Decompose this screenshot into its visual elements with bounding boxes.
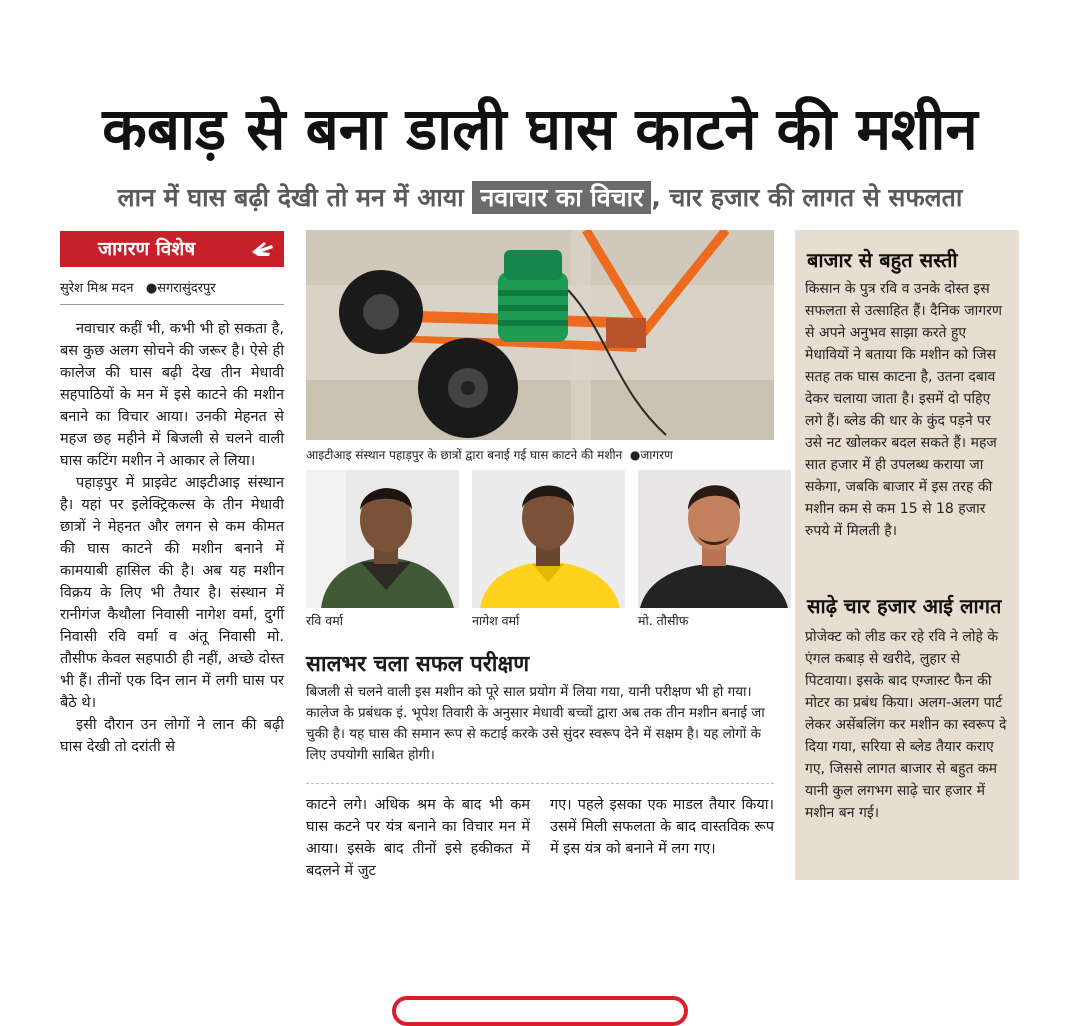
jagran-vishesh-badge (60, 231, 284, 267)
portrait-ravi-verma (306, 470, 459, 608)
left-paragraph-3: इसी दौरान उन लोगों ने लान की बढ़ी घास देखी तो दरांती से (60, 717, 284, 755)
left-paragraph-1: नवाचार कहीं भी, कभी भी हो सकता है, बस कुछ अलग सोचने की जरूर है। ऐसे ही कालेज की घास बढ़ी देख तीन मेधावी सहपाठियों के मन में इसे काटने की मशीन बनाने का विचार आया। उनकी मेहनत से महज छह महीने में बिजली से चलने वाली घास कटिंग मशीन ने आकार ले लिया। (60, 321, 284, 469)
badge-label: जागरण विशेष (98, 238, 196, 260)
middle-paragraph-1: काटने लगे। अधिक श्रम के बाद भी कम घास कटने पर यंत्र बनाने का विचार मन में आया। इसके बाद तीनों इसे हकीकत में बदलने में जुट (306, 797, 530, 879)
portrait-mo-tauseef (638, 470, 791, 608)
sidebar-body-1: किसान के पुत्र रवि व उनके दोस्त इस सफलता से उत्साहित हैं। दैनिक जागरण से अपने अनुभव साझा करते हुए मेधावियों ने बताया कि मशीन को जिस सतह तक घास काटना है, उतना दबाव देकर चलाया जाता है। इसमें दो पहिए लगे हैं। ब्लेड की धार के कुंद पड़ने पर उसे नट खोलकर बदल सकते हैं। महज सात हजार में ही उपलब्ध कराया जा सकेगा, जबकि बाजार में इस तरह की मशीन कम से कम 15 से 18 हजार रुपये में मिलती है। (805, 281, 1002, 539)
middle-column-1 (306, 794, 530, 882)
headline: कबाड़ से बना डाली घास काटने की मशीन (102, 95, 978, 163)
pointing-hand-icon (250, 236, 276, 262)
sidebar-heading-2: साढ़े चार हजार आई लागत (807, 594, 1002, 618)
subheadline-tail: , चार हजार की लागत से सफलता (651, 183, 963, 212)
middle-column-2 (550, 794, 774, 860)
sidebar-heading-1: बाजार से बहुत सस्ती (807, 248, 958, 272)
subheadline (30, 176, 1050, 220)
byline-location: ●सगरासुंदरपुर (145, 281, 216, 296)
byline (60, 278, 284, 305)
byline-author: सुरेश मिश्र मदन (60, 281, 134, 296)
subheadline-lead: लान में घास बढ़ी देखी तो मन में आया (117, 183, 464, 212)
subheadline-highlight: नवाचार का विचार (472, 181, 651, 214)
sidebar-box (795, 230, 1019, 880)
grass-cutter-machine-photo (306, 230, 774, 440)
photo-caption-text: आइटीआइ संस्थान पहाड़पुर के छात्रों द्वारा बनाई गई घास काटने की मशीन (306, 448, 623, 462)
middle-paragraph-2: गए। पहले इसका एक माडल तैयार किया। उसमें मिली सफलता के बाद वास्तविक रूप में इस यंत्र को बनाने में लग गए। (550, 797, 774, 857)
left-article-column (60, 318, 284, 758)
portrait-nagesh-verma (472, 470, 625, 608)
left-paragraph-2: पहाड़पुर में प्राइवेट आइटीआइ संस्थान है। यहां पर इलेक्ट्रिकल्स के तीन मेधावी छात्रों ने मेहनत और लगन से कम कीमत की घास काटने की मशीन बनाने में कामयाबी हासिल की है। अब यह मशीन विक्रय के लिए भी तैयार है। संस्थान में रानीगंज कैथौला निवासी नागेश वर्मा, दुर्गी निवासी रवि वर्मा व अंतू निवासी मो. तौसीफ केवल सहपाठी ही नहीं, अच्छे दोस्त भी हैं। तीनों एक दिन लान में लगी घास पर बैठे थे। (60, 475, 284, 711)
caption-ravi-verma: रवि वर्मा (306, 613, 343, 628)
caption-mo-tauseef: मो. तौसीफ (638, 613, 689, 628)
section-heading: सालभर चला सफल परीक्षण (306, 652, 530, 677)
next-story-button[interactable] (392, 996, 688, 1026)
photo-credit: ●जागरण (629, 448, 673, 462)
divider (306, 783, 774, 784)
sidebar-body-2: प्रोजेक्ट को लीड कर रहे रवि ने लोहे के एंगल कबाड़ से खरीदे, लुहार से पिटवाया। इसके बाद एग्जास्ट फैन की मोटर का प्रबंध किया। अलग-अलग पार्ट लेकर असेंबलिंग कर मशीन का स्वरूप दे दिया गया, सरिया से ब्लेड तैयार कराए गए, जिससे लागत बाजार से बहुत कम यानी कुल लगभग साढ़े चार हजार में मशीन बन गई। (805, 629, 1007, 821)
section-body: बिजली से चलने वाली इस मशीन को पूरे साल प्रयोग में लिया गया, यानी परीक्षण भी हो गया। कालेज के प्रबंधक इं. भूपेश तिवारी के अनुसार मेधावी बच्चों द्वारा अब तक तीन मशीन बनाई जा चुकी है। यह घास की समान रूप से कटाई करके उसे सुंदर स्वरूप देने में सक्षम है। यह लोगों के लिए उपयोगी साबित होगी। (306, 684, 765, 763)
caption-nagesh-verma: नागेश वर्मा (472, 613, 520, 628)
photo-caption (306, 446, 774, 463)
